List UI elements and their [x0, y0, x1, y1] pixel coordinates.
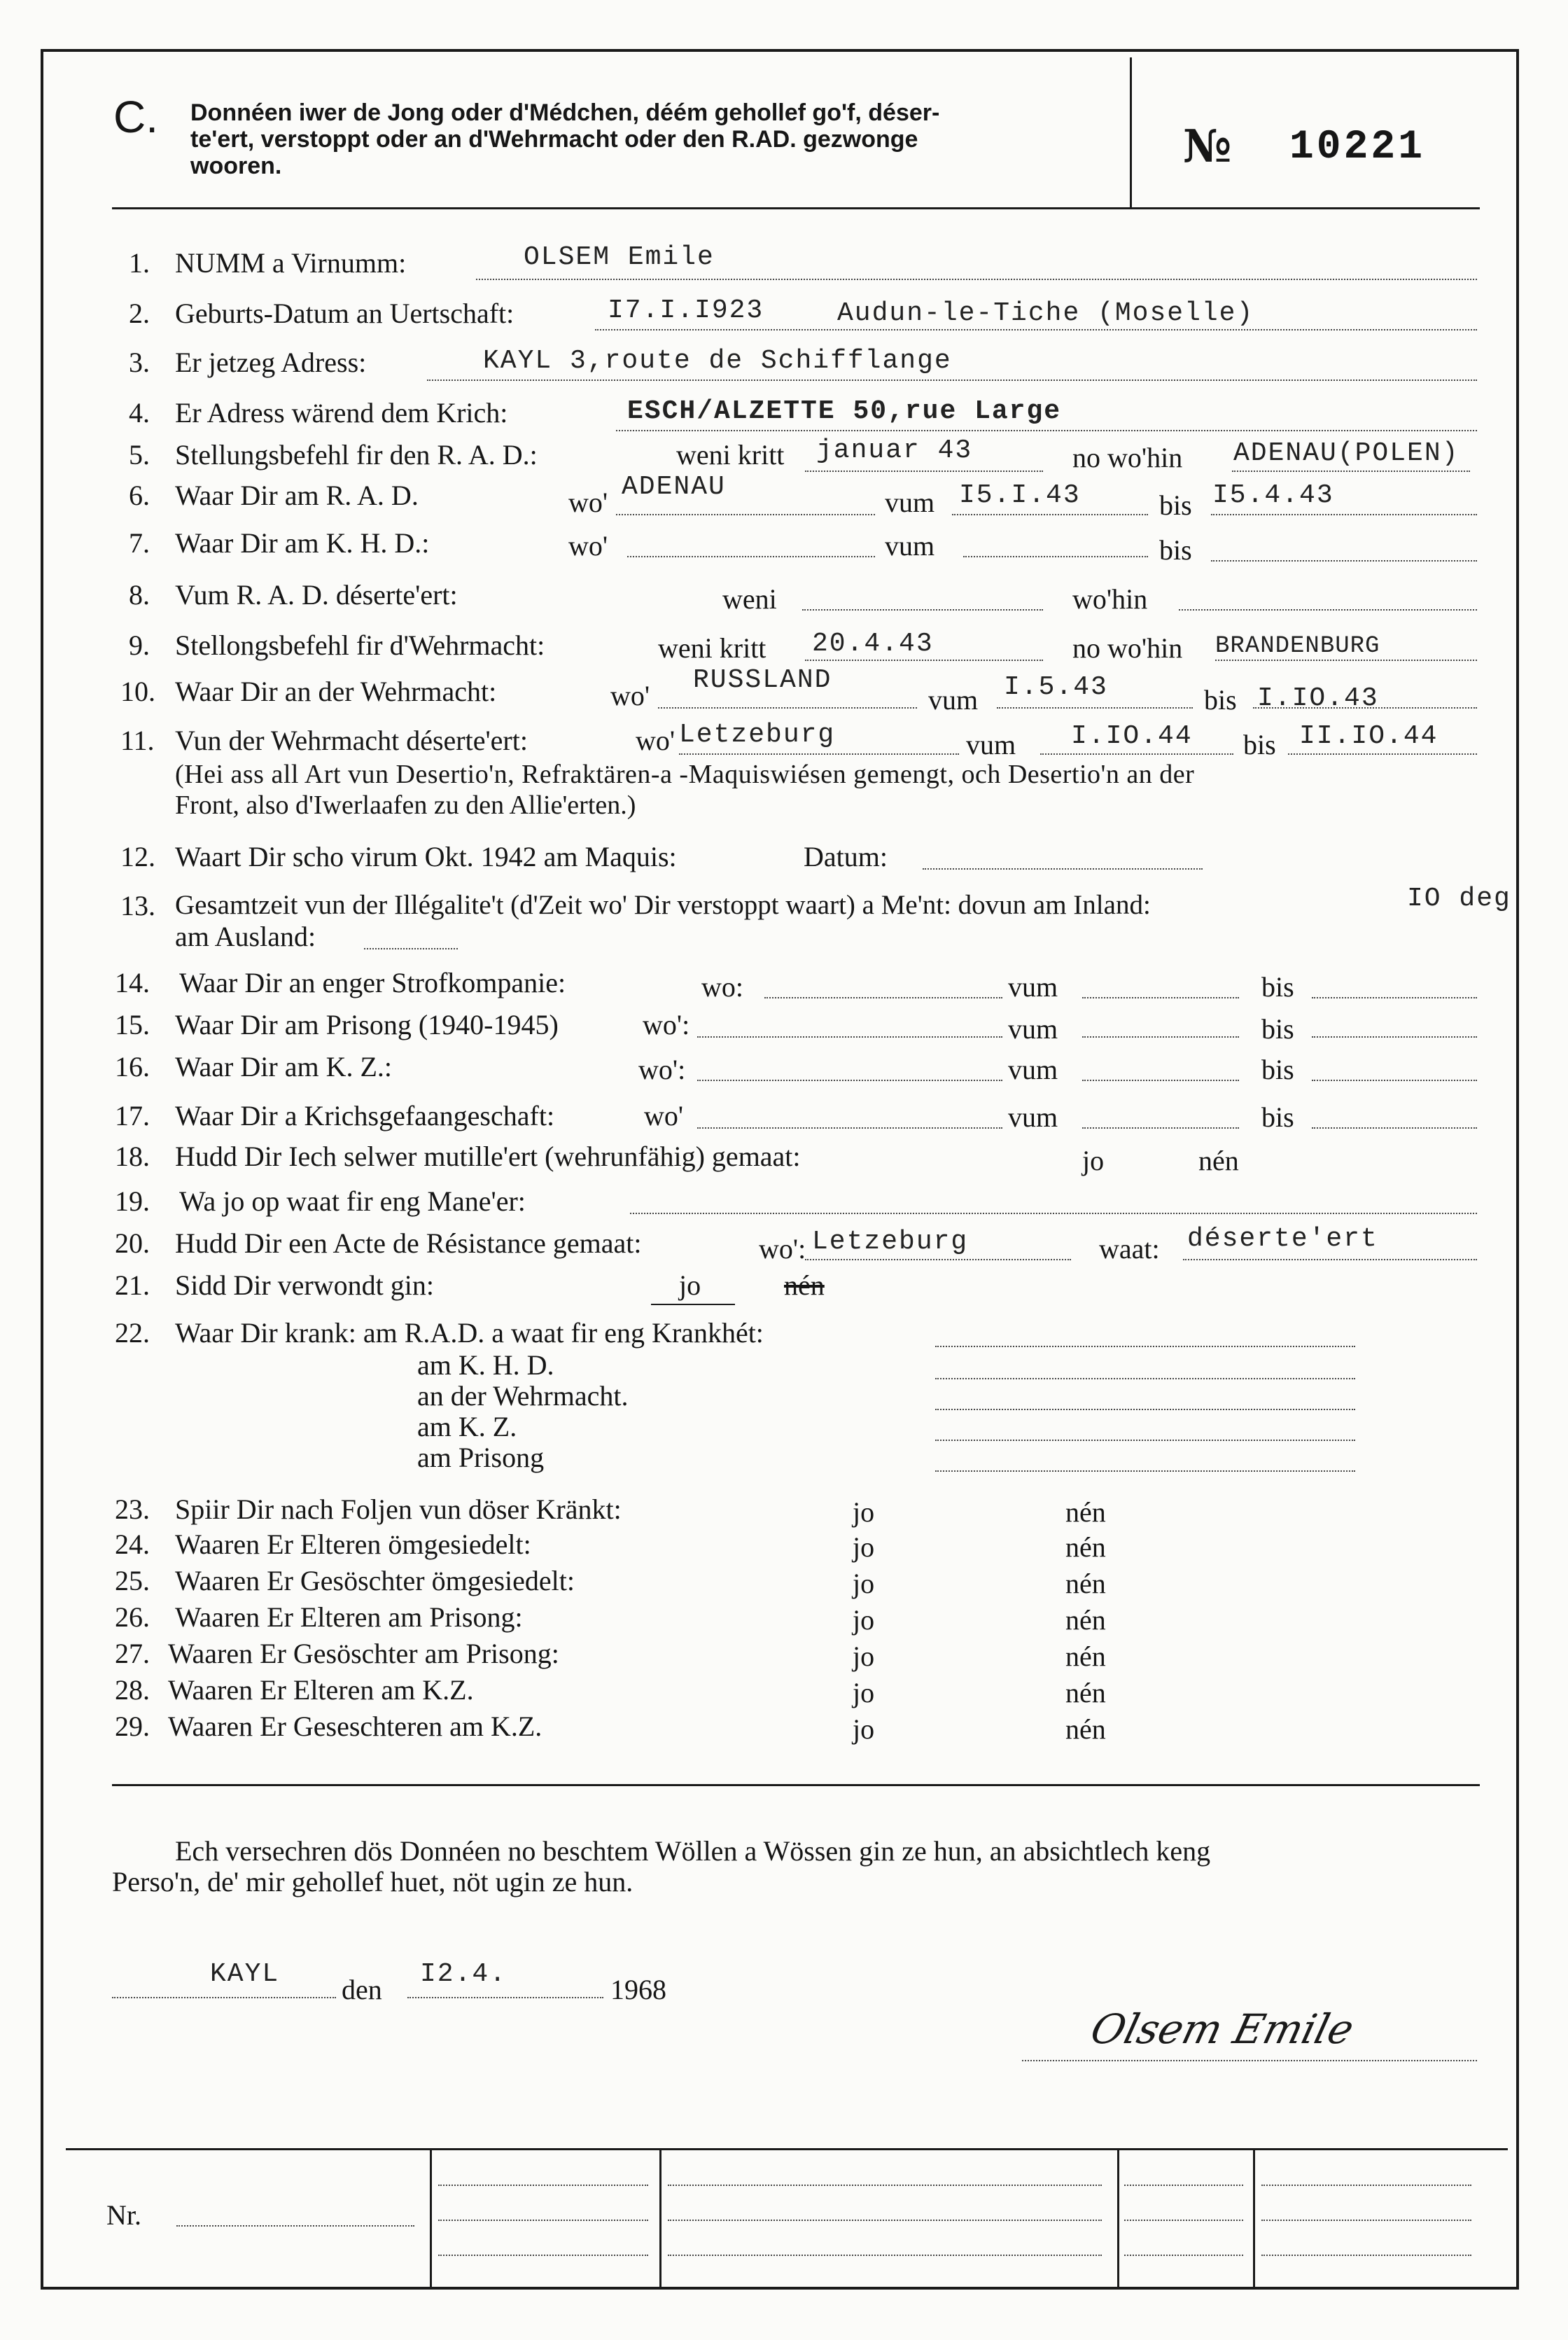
value-desertion-place: Letzeburg: [679, 720, 836, 750]
label-penal-company: Waar Dir an enger Strofkompanie:: [179, 967, 566, 998]
fill-line: [112, 1997, 336, 1998]
fill-line: [1288, 753, 1477, 755]
label-resistance-act: Hudd Dir een Acte de Résistance gemaat:: [175, 1227, 642, 1259]
label-until: bis: [1204, 684, 1237, 716]
option-yes-selected: jo: [679, 1269, 701, 1301]
label-when: weni kritt: [658, 632, 766, 664]
label-rad-service: Waar Dir am R. A. D.: [175, 480, 419, 511]
item-number: 22.: [115, 1317, 150, 1349]
register-line: [1261, 2185, 1471, 2186]
item-number: 29.: [115, 1711, 150, 1742]
signature: Olsem Emile: [1086, 2005, 1359, 2053]
item-number: 21.: [115, 1269, 150, 1301]
signing-date: I2.4.: [420, 1959, 507, 1989]
fill-line: [1211, 560, 1477, 562]
fill-line: [176, 2225, 414, 2227]
label-illness-kz: am K. Z.: [417, 1411, 517, 1442]
label-name: NUMM a Virnumm:: [175, 247, 407, 279]
signing-year: 1968: [610, 1974, 666, 2005]
label-wehrmacht-service: Waar Dir an der Wehrmacht:: [175, 676, 497, 707]
option-no: nén: [1065, 1677, 1106, 1708]
note-desertion-2: Front, also d'Iwerlaafen zu den Allie'erten.): [175, 791, 636, 820]
label-khd-service: Waar Dir am K. H. D.:: [175, 527, 430, 559]
label-until: bis: [1261, 971, 1294, 1003]
label-until: bis: [1243, 729, 1276, 760]
label-illness-khd: am K. H. D.: [417, 1349, 554, 1381]
option-no: nén: [1065, 1531, 1106, 1563]
fill-line: [697, 1036, 1002, 1038]
value-resistance-place: Letzeburg: [812, 1227, 969, 1257]
value-name: OLSEM Emile: [524, 242, 715, 272]
value-rad-place: ADENAU: [622, 472, 726, 502]
value-wehrmacht-order-dest: BRANDENBURG: [1215, 633, 1380, 660]
register-line: [1124, 2185, 1243, 2186]
label-until: bis: [1261, 1101, 1294, 1133]
option-yes: jo: [853, 1496, 875, 1528]
option-no: nén: [1065, 1641, 1106, 1672]
option-no: nén: [1065, 1713, 1106, 1745]
register-line: [438, 2255, 648, 2256]
fill-line: [658, 707, 917, 709]
item-number: 28.: [115, 1674, 150, 1706]
item-number: 14.: [115, 967, 150, 998]
label-where-to: no wo'hin: [1072, 632, 1183, 664]
fill-line: [1179, 609, 1477, 611]
item-number: 1.: [129, 247, 150, 279]
register-line: [1261, 2255, 1471, 2256]
label-what: waat:: [1099, 1233, 1160, 1265]
footer-rule: [66, 2148, 1508, 2150]
label-maquis-before-1942: Waart Dir scho virum Okt. 1942 am Maquis:: [175, 841, 677, 872]
fill-line: [935, 1470, 1355, 1472]
fill-line: [697, 1127, 1002, 1129]
item-number: 19.: [115, 1185, 150, 1217]
declaration-line-2: Perso'n, de' mir gehollef huet, nöt ugin ze hun.: [112, 1866, 634, 1897]
label-wehrmacht-desertion: Vun der Wehrmacht déserte'ert:: [175, 725, 528, 756]
register-line: [1261, 2220, 1471, 2221]
item-number: 18.: [115, 1141, 150, 1172]
fill-line: [616, 514, 875, 515]
label-when: weni kritt: [676, 439, 785, 471]
fill-line: [1082, 1036, 1239, 1038]
item-number: 8.: [129, 579, 150, 611]
footer-col-divider: [1253, 2148, 1255, 2287]
label-illness-wehrmacht: an der Wehrmacht.: [417, 1380, 629, 1412]
note-desertion: (Hei ass all Art vun Desertio'n, Refraktären-a -Maquiswiésen gemengt, och Desertio'n an der: [175, 760, 1195, 789]
fill-line: [952, 514, 1148, 515]
value-wehrmacht-until: I.IO.43: [1257, 683, 1379, 713]
option-yes: jo: [853, 1713, 875, 1745]
item-number: 4.: [129, 397, 150, 429]
option-yes: jo: [853, 1531, 875, 1563]
label-until: bis: [1261, 1054, 1294, 1085]
fill-line: [1082, 997, 1239, 998]
header-rule: [112, 207, 1480, 209]
fill-line: [935, 1378, 1355, 1379]
item-number: 11.: [120, 725, 155, 756]
footer-col-divider: [659, 2148, 662, 2287]
label-where: wo': [568, 530, 608, 562]
value-rad-from: I5.I.43: [959, 480, 1081, 510]
signature-line: [1022, 2060, 1477, 2061]
fill-line: [802, 609, 1043, 611]
label-rad-order: Stellungsbefehl fir den R. A. D.:: [175, 439, 538, 471]
label-illness-consequences: Spiir Dir nach Foljen vun döser Kränkt:: [175, 1493, 622, 1525]
fill-line: [1211, 514, 1477, 515]
label-where: wo':: [643, 1009, 690, 1040]
label-from: vum: [928, 684, 979, 716]
item-number: 27.: [115, 1638, 150, 1669]
label-where: wo':: [759, 1233, 806, 1265]
label-nr: Nr.: [106, 2199, 141, 2231]
item-number: 5.: [129, 439, 150, 471]
fill-line: [805, 660, 1043, 661]
option-yes: jo: [1082, 1145, 1105, 1176]
fill-line: [805, 471, 1043, 472]
label-illness-rad: Waar Dir krank: am R.A.D. a waat fir eng Krankhét:: [175, 1317, 764, 1349]
label-den: den: [342, 1974, 382, 2005]
label-parents-kz: Waaren Er Elteren am K.Z.: [168, 1674, 474, 1706]
fill-line: [935, 1346, 1355, 1347]
label-mutilation-manner: Wa jo op waat fir eng Mane'er:: [179, 1185, 526, 1217]
fill-line: [616, 430, 1477, 431]
label-date: Datum:: [804, 841, 888, 872]
value-rad-until: I5.4.43: [1212, 480, 1334, 510]
label-where-to: wo'hin: [1072, 583, 1148, 615]
label-where-to: no wo'hin: [1072, 442, 1183, 473]
fill-line: [427, 379, 1477, 381]
fill-line: [1312, 1036, 1477, 1038]
item-number: 15.: [115, 1009, 150, 1040]
yes-underline: [651, 1304, 735, 1305]
fill-line: [963, 556, 1148, 557]
value-war-address: ESCH/ALZETTE 50,rue Large: [627, 396, 1062, 426]
number-sign: №: [1183, 120, 1232, 173]
item-number: 26.: [115, 1601, 150, 1633]
fill-line: [364, 948, 458, 949]
label-when: weni: [722, 583, 777, 615]
label-from: vum: [885, 487, 935, 518]
label-total-illegality: Gesamtzeit vun der Illégalite't (d'Zeit wo' Dir verstoppt waart) a Me'nt: dovun am Inland:: [175, 890, 1151, 920]
label-rad-desertion: Vum R. A. D. déserte'ert:: [175, 579, 458, 611]
label-where: wo:: [701, 971, 743, 1003]
option-yes: jo: [853, 1604, 875, 1636]
fill-line: [697, 1080, 1002, 1081]
register-line: [668, 2255, 1102, 2256]
item-number: 25.: [115, 1565, 150, 1596]
label-wehrmacht-order: Stellongsbefehl fir d'Wehrmacht:: [175, 629, 545, 661]
value-desertion-from: I.IO.44: [1071, 721, 1193, 751]
label-birth: Geburts-Datum an Uertschaft:: [175, 298, 514, 329]
option-no: nén: [1198, 1145, 1239, 1176]
fill-line: [935, 1440, 1355, 1441]
section-letter: C.: [113, 92, 158, 142]
label-war-address: Er Adress wärend dem Krich:: [175, 397, 508, 429]
fill-line: [1215, 660, 1477, 661]
label-from: vum: [966, 729, 1016, 760]
fill-line: [595, 329, 1477, 330]
label-siblings-kz: Waaren Er Geseschteren am K.Z.: [168, 1711, 542, 1742]
label-until: bis: [1159, 489, 1192, 521]
item-number: 10.: [120, 676, 155, 707]
footer-col-divider: [430, 2148, 432, 2287]
value-rad-order-dest: ADENAU(POLEN): [1233, 438, 1460, 468]
value-birth-place: Audun-le-Tiche (Moselle): [837, 298, 1254, 328]
item-number: 13.: [120, 890, 155, 921]
label-until: bis: [1159, 534, 1192, 566]
item-number: 3.: [129, 347, 150, 378]
value-desertion-until: II.IO.44: [1299, 721, 1438, 751]
fill-line: [935, 1409, 1355, 1410]
fill-line: [764, 997, 1002, 998]
register-line: [1124, 2220, 1243, 2221]
value-resistance-act: déserte'ert: [1187, 1224, 1378, 1254]
label-war-captivity: Waar Dir a Krichsgefaangeschaft:: [175, 1100, 555, 1131]
option-no: nén: [1065, 1604, 1106, 1636]
item-number: 24.: [115, 1528, 150, 1560]
item-number: 17.: [115, 1100, 150, 1131]
fill-line: [627, 556, 875, 557]
item-number: 20.: [115, 1227, 150, 1259]
label-parents-prison: Waaren Er Elteren am Prisong:: [175, 1601, 523, 1633]
signing-place: KAYL: [210, 1959, 280, 1989]
label-where: wo': [636, 725, 676, 756]
value-wehrmacht-place: RUSSLAND: [693, 665, 832, 695]
value-illegality-inland: IO deg: [1407, 884, 1511, 914]
fill-line: [1312, 1127, 1477, 1129]
fill-line: [1232, 471, 1470, 472]
option-no-struck: nén: [784, 1269, 825, 1301]
label-from: vum: [885, 530, 935, 562]
declaration-line-1: Ech versechren dös Donnéen no beschtem Wöllen a Wössen gin ze hun, an absichtlech keng: [175, 1835, 1211, 1867]
item-number: 12.: [120, 841, 155, 872]
fill-line: [997, 707, 1193, 709]
form-number: 10221: [1289, 125, 1426, 170]
register-line: [1124, 2255, 1243, 2256]
value-birth-date: I7.I.I923: [608, 295, 764, 326]
label-illness-prison: am Prisong: [417, 1442, 545, 1473]
item-number: 6.: [129, 480, 150, 511]
item-number: 9.: [129, 629, 150, 661]
value-current-address: KAYL 3,route de Schifflange: [483, 346, 952, 376]
fill-line: [476, 279, 1477, 280]
value-wehrmacht-order-date: 20.4.43: [812, 629, 934, 659]
label-siblings-prison: Waaren Er Gesöschter am Prisong:: [168, 1638, 559, 1669]
fill-line: [1183, 1259, 1477, 1260]
header-divider: [1130, 57, 1132, 207]
fill-line: [1312, 997, 1477, 998]
label-from: vum: [1008, 1013, 1058, 1045]
header-line-2: te'ert, verstoppt oder an d'Wehrmacht oder den R.AD. gezwonge: [190, 126, 918, 153]
label-from: vum: [1008, 971, 1058, 1003]
item-number: 23.: [115, 1493, 150, 1525]
label-self-mutilation: Hudd Dir Iech selwer mutille'ert (wehrunfähig) gemaat:: [175, 1141, 801, 1172]
label-concentration-camp: Waar Dir am K. Z.:: [175, 1051, 392, 1082]
label-prison: Waar Dir am Prisong (1940-1945): [175, 1009, 559, 1040]
register-line: [438, 2220, 648, 2221]
label-where: wo': [644, 1100, 684, 1131]
label-wounded: Sidd Dir verwondt gin:: [175, 1269, 434, 1301]
register-line: [668, 2220, 1102, 2221]
fill-line: [1082, 1127, 1239, 1129]
fill-line: [1312, 1080, 1477, 1081]
header-line-3: wooren.: [190, 153, 282, 179]
label-current-address: Er jetzeg Adress:: [175, 347, 367, 378]
register-line: [438, 2185, 648, 2186]
footer-col-divider: [1117, 2148, 1119, 2287]
label-siblings-resettled: Waaren Er Gesöschter ömgesiedelt:: [175, 1565, 575, 1596]
section-rule: [112, 1784, 1480, 1786]
option-yes: jo: [853, 1641, 875, 1672]
label-until: bis: [1261, 1013, 1294, 1045]
register-line: [668, 2185, 1102, 2186]
header-line-1: Donnéen iwer de Jong oder d'Médchen, déém gehollef go'f, déser-: [190, 99, 940, 126]
label-parents-resettled: Waaren Er Elteren ömgesiedelt:: [175, 1528, 531, 1560]
label-abroad: am Ausland:: [175, 921, 316, 952]
fill-line: [407, 1997, 603, 1998]
label-where: wo':: [638, 1054, 686, 1085]
item-number: 16.: [115, 1051, 150, 1082]
label-from: vum: [1008, 1101, 1058, 1133]
fill-line: [1082, 1080, 1239, 1081]
value-rad-order-date: januar 43: [816, 436, 973, 466]
item-number: 7.: [129, 527, 150, 559]
item-number: 2.: [129, 298, 150, 329]
fill-line: [1040, 753, 1233, 755]
label-from: vum: [1008, 1054, 1058, 1085]
option-yes: jo: [853, 1568, 875, 1599]
label-where: wo': [568, 487, 608, 518]
label-where: wo': [610, 680, 650, 711]
option-no: nén: [1065, 1568, 1106, 1599]
value-wehrmacht-from: I.5.43: [1004, 672, 1108, 702]
fill-line: [923, 868, 1203, 870]
option-yes: jo: [853, 1677, 875, 1708]
fill-line: [805, 1259, 1071, 1260]
fill-line: [679, 753, 959, 755]
option-no: nén: [1065, 1496, 1106, 1528]
fill-line: [630, 1213, 1477, 1214]
